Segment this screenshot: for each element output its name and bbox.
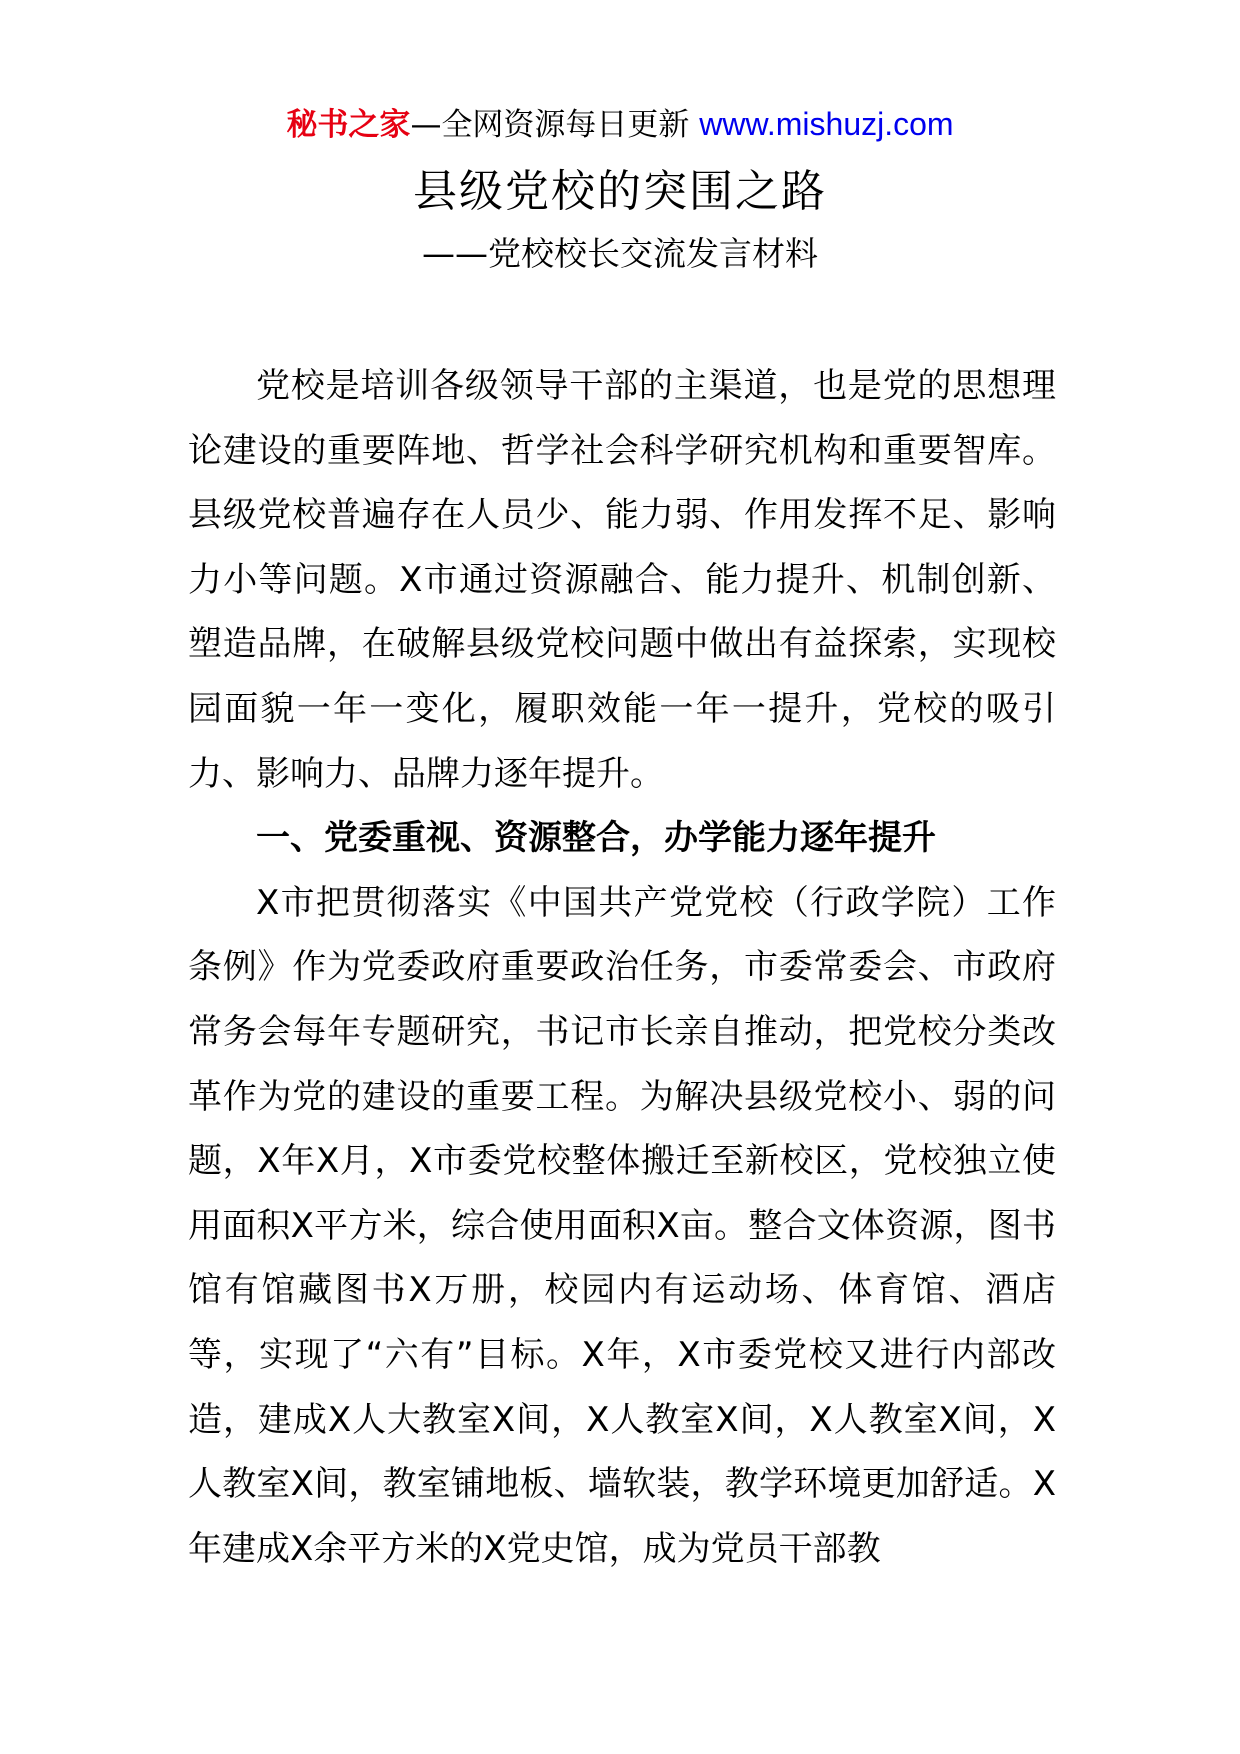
header-slogan: —全网资源每日更新	[410, 107, 690, 143]
intro-paragraph: 党校是培训各级领导干部的主渠道，也是党的思想理论建设的重要阵地、哲学社会科学研究机构和重要智库。县级党校普遍存在人员少、能力弱、作用发挥不足、影响力小等问题。X市通过资源融合、能力提升、机制创新、塑造品牌，在破解县级党校问题中做出有益探索，实现校园面貌一年一变化，履职效能一年一提升，党校的吸引力、影响力、品牌力逐年提升。	[188, 366, 1056, 794]
site-header	[0, 100, 1240, 149]
document-body	[188, 354, 1056, 1581]
brand-name: 秘书之家	[286, 107, 411, 143]
document-title: 县级党校的突围之路	[413, 166, 827, 217]
section-heading: 一、党委重视、资源整合，办学能力逐年提升	[256, 818, 936, 859]
site-url-link[interactable]: www.mishuzj.com	[699, 106, 954, 142]
document-subtitle: ——党校校长交流发言材料	[422, 234, 818, 273]
section-paragraph: X市把贯彻落实《中国共产党党校（行政学院）工作条例》作为党委政府重要政治任务，市委常委会、市政府常务会每年专题研究，书记市长亲自推动，把党校分类改革作为党的建设的重要工程。为解决县级党校小、弱的问题，X年X月，X市委党校整体搬迁至新校区，党校独立使用面积X平方米，综合使用面积X亩。整合文体资源，图书馆有馆藏图书X万册，校园内有运动场、体育馆、酒店等，实现了“六有”目标。X年，X市委党校又进行内部改造，建成X人大教室X间，X人教室X间，X人教室X间，X人教室X间，教室铺地板、墙软装，教学环境更加舒适。X年建成X余平方米的X党史馆，成为党员干部教	[188, 882, 1056, 1569]
